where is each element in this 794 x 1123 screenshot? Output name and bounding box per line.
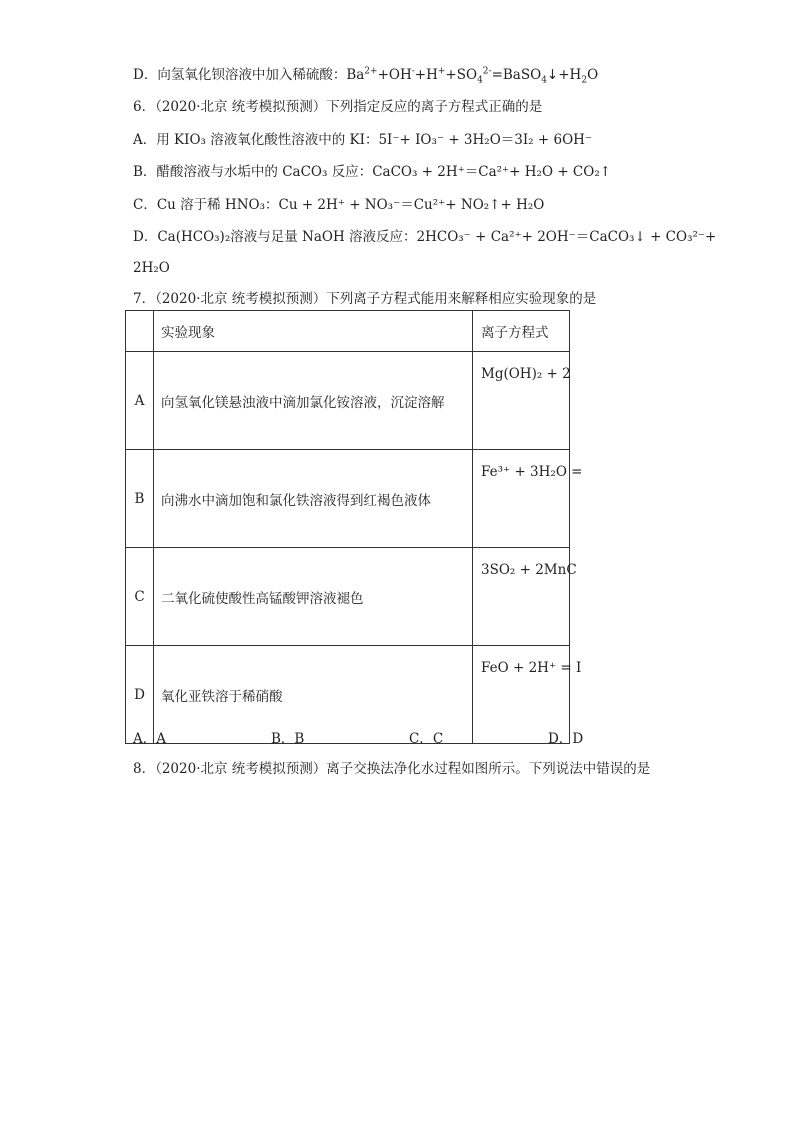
- header-label: [126, 311, 154, 352]
- q6-stem: 6．（2020·北京 统考模拟预测）下列指定反应的离子方程式正确的是: [133, 99, 543, 115]
- row-phenomenon: 向氢氧化镁悬浊液中滴加氯化铵溶液，沉淀溶解: [154, 352, 473, 450]
- q6-option-c: C．Cu 溶于稀 HNO₃：Cu + 2H⁺ + NO₃⁻＝Cu²⁺+ NO₂↑+ H₂O: [133, 197, 545, 213]
- q6-option-b: B．醋酸溶液与水垢中的 CaCO₃ 反应：CaCO₃ + 2H⁺＝Ca²⁺+ H₂O + CO₂↑: [133, 164, 612, 180]
- row-equation: FeO + 2H⁺ = I: [473, 646, 570, 744]
- q7-option-c: C．C: [409, 731, 444, 747]
- row-phenomenon: 氧化亚铁溶于稀硝酸: [154, 646, 473, 744]
- q6-option-d: D．Ca(HCO₃)₂溶液与足量 NaOH 溶液反应：2HCO₃⁻ + Ca²⁺+ 2OH⁻＝CaCO₃↓ + CO₃²⁻+: [133, 229, 717, 245]
- q6-option-d-continued: 2H₂O: [133, 260, 170, 276]
- row-label: D: [126, 646, 154, 744]
- table-row: [126, 450, 570, 548]
- row-phenomenon: 二氧化硫使酸性高锰酸钾溶液褪色: [154, 548, 473, 646]
- q6-option-a: A．用 KIO₃ 溶液氧化酸性溶液中的 KI：5I⁻+ IO₃⁻ + 3H₂O＝3I₂ + 6OH⁻: [133, 132, 593, 148]
- q7-options: [133, 727, 613, 745]
- row-phenomenon: 向沸水中滴加饱和氯化铁溶液得到红褐色液体: [154, 450, 473, 548]
- header-equation: 离子方程式: [473, 311, 570, 352]
- row-label: B: [126, 450, 154, 548]
- header-phenomenon: 实验现象: [154, 311, 473, 352]
- table-header-row: [126, 311, 570, 352]
- q8-stem: 8．（2020·北京 统考模拟预测）离子交换法净化水过程如图所示。下列说法中错误的是: [133, 761, 651, 777]
- q7-option-b: B．B: [271, 731, 305, 747]
- row-equation: Fe³⁺ + 3H₂O =: [473, 450, 570, 548]
- q5-option-d: D．向氢氧化钡溶液中加入稀硫酸：$Ba^{2+}+OH^-+H^++SO_4^{2-}=BaSO_4↓+H_2O$: [133, 66, 599, 86]
- row-label: C: [126, 548, 154, 646]
- q7-option-a: A．A: [133, 731, 166, 747]
- q7-stem: 7．（2020·北京 统考模拟预测）下列离子方程式能用来解释相应实验现象的是: [133, 291, 597, 307]
- table-row: [126, 352, 570, 450]
- q7-option-d: D．D: [548, 731, 584, 747]
- row-equation: Mg(OH)₂ + 2: [473, 352, 570, 450]
- row-equation: 3SO₂ + 2MnC: [473, 548, 570, 646]
- table-row: [126, 548, 570, 646]
- row-label: A: [126, 352, 154, 450]
